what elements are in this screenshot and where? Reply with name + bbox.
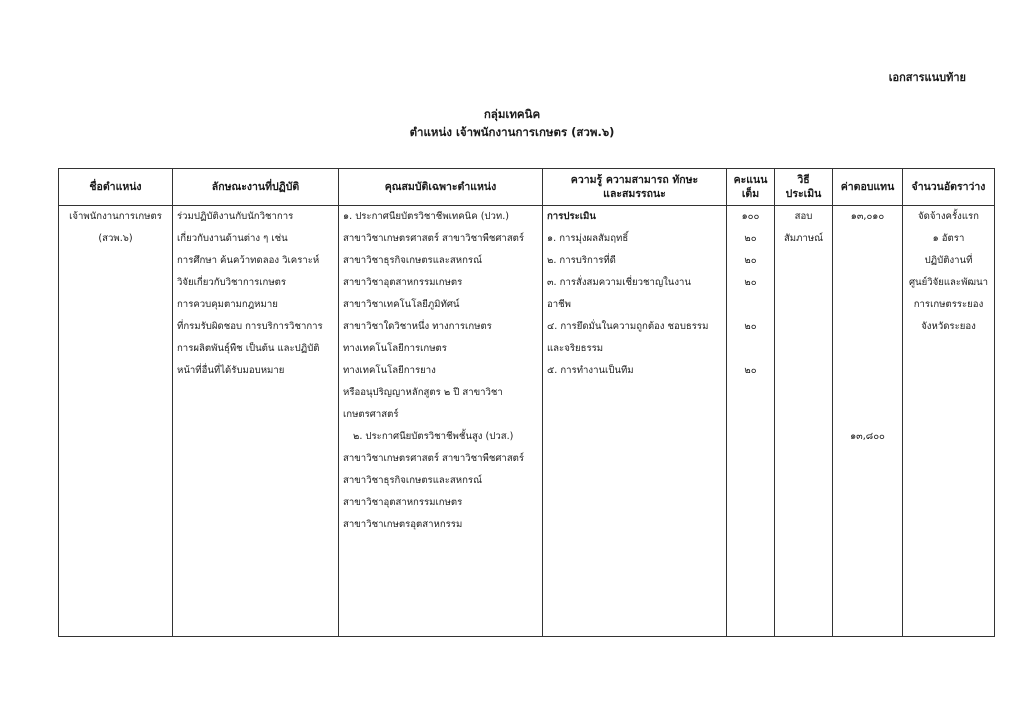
header-position-name: ชื่อตำแหน่ง	[59, 169, 173, 206]
header-competency	[543, 169, 727, 206]
qualification-line: หรืออนุปริญญาหลักสูตร ๒ ปี สาขาวิชา	[343, 387, 503, 398]
qualification-line: ทางเทคโนโลยีการยาง	[343, 365, 436, 376]
header-qualifications: คุณสมบัติเฉพาะตำแหน่ง	[339, 169, 543, 206]
header-vacancies: จำนวนอัตราว่าง	[903, 169, 995, 206]
position-name-line: เจ้าพนักงานการเกษตร	[69, 211, 162, 222]
qualification-line: สาขาวิชาเกษตรศาสตร์ สาขาวิชาพืชศาสตร์	[343, 453, 525, 464]
duties-line: ร่วมปฏิบัติงานกับนักวิชาการ	[177, 211, 294, 222]
salary-value-1: ๑๓,๐๑๐	[850, 211, 885, 222]
table-row	[59, 206, 995, 637]
competency-line: ๕. การทำงานเป็นทีม	[547, 365, 634, 376]
duties-line: การควบคุมตามกฎหมาย	[177, 299, 278, 310]
vacancy-line: ปฏิบัติงานที่	[924, 255, 973, 266]
qualification-line: ๒. ประกาศนียบัตรวิชาชีพชั้นสูง (ปวส.)	[353, 431, 514, 442]
header-method	[775, 169, 833, 206]
header-competency-line1: ความรู้ ความสามารถ ทักษะ	[570, 174, 699, 186]
competency-line: ๒. การบริการที่ดี	[547, 255, 616, 266]
score-value: ๒๐	[744, 365, 757, 376]
header-competency-line2: และสมรรถนะ	[603, 188, 666, 200]
qualification-line: สาขาวิชาเทคโนโลยีภูมิทัศน์	[343, 299, 460, 310]
header-score	[727, 169, 775, 206]
vacancy-line: จังหวัดระยอง	[921, 321, 976, 332]
group-title: กลุ่มเทคนิค	[483, 107, 541, 121]
qualification-line: สาขาวิชาอุตสาหกรรมเกษตร	[343, 277, 463, 288]
score-value: ๒๐	[744, 255, 757, 266]
header-score-line2: เต็ม	[741, 188, 760, 200]
qualification-line: ทางเทคโนโลยีการเกษตร	[343, 343, 447, 354]
qualification-line: ๑. ประกาศนียบัตรวิชาชีพเทคนิค (ปวท.)	[343, 211, 510, 222]
position-name-line: (สวพ.๖)	[98, 233, 133, 244]
cell-method	[775, 206, 833, 637]
score-value: ๒๐	[744, 277, 757, 288]
score-value: ๒๐	[744, 233, 757, 244]
duties-line: การผลิตพันธุ์พืช เป็นต้น และปฏิบัติ	[177, 343, 320, 354]
qualification-line: สาขาวิชาอุตสาหกรรมเกษตร	[343, 497, 463, 508]
vacancy-line: ๑ อัตรา	[932, 233, 965, 244]
cell-qualifications	[339, 206, 543, 637]
qualification-line: สาขาวิชาใดวิชาหนึ่ง ทางการเกษตร	[343, 321, 492, 332]
score-value	[727, 294, 774, 316]
qualification-line: สาขาวิชาเกษตรศาสตร์ สาขาวิชาพืชศาสตร์	[343, 233, 525, 244]
vacancy-line: ศูนย์วิจัยและพัฒนา	[908, 277, 989, 288]
header-score-line1: คะแนน	[733, 174, 768, 186]
header-method-line1: วิธี	[797, 174, 810, 186]
competency-heading: การประเมิน	[547, 211, 596, 222]
vacancy-line: การเกษตรระยอง	[913, 299, 984, 310]
position-table	[58, 168, 995, 637]
competency-line: และจริยธรรม	[547, 343, 604, 354]
qualification-line: สาขาวิชาธุรกิจเกษตรและสหกรณ์	[343, 255, 482, 266]
duties-line: เกี่ยวกับงานด้านต่าง ๆ เช่น	[177, 233, 288, 244]
cell-scores	[727, 206, 775, 637]
competency-line: ๑. การมุ่งผลสัมฤทธิ์	[547, 233, 629, 244]
method-line: สอบ	[794, 211, 813, 222]
salary-value-2: ๑๓,๘๐๐	[850, 431, 885, 442]
score-value	[727, 338, 774, 360]
duties-line: หน้าที่อื่นที่ได้รับมอบหมาย	[177, 365, 285, 376]
qualification-line: สาขาวิชาเกษตรอุตสาหกรรม	[343, 519, 463, 530]
score-value: ๒๐	[744, 321, 757, 332]
competency-line: ๔. การยึดมั่นในความถูกต้อง ชอบธรรม	[547, 321, 709, 332]
qualification-line: เกษตรศาสตร์	[343, 409, 399, 420]
qualification-line: สาขาวิชาธุรกิจเกษตรและสหกรณ์	[343, 475, 482, 486]
cell-salary	[833, 206, 903, 637]
duties-line: การศึกษา ค้นคว้าทดลอง วิเคราะห์	[177, 255, 320, 266]
duties-line: ที่กรมรับผิดชอบ การบริการวิชาการ	[177, 321, 323, 332]
cell-position-name	[59, 206, 173, 637]
table-header-row	[59, 169, 995, 206]
score-value: ๑๐๐	[741, 211, 760, 222]
competency-line: ๓. การสั่งสมความเชี่ยวชาญในงาน	[547, 277, 691, 288]
cell-competency	[543, 206, 727, 637]
annex-label: เอกสารแนบท้าย	[888, 71, 966, 84]
position-title: ตำแหน่ง เจ้าพนักงานการเกษตร (สวพ.๖)	[409, 125, 615, 139]
method-line: สัมภาษณ์	[783, 233, 824, 244]
cell-duties	[173, 206, 339, 637]
cell-vacancies	[903, 206, 995, 637]
competency-line: อาชีพ	[547, 299, 571, 310]
header-duties: ลักษณะงานที่ปฏิบัติ	[173, 169, 339, 206]
vacancy-line: จัดจ้างครั้งแรก	[918, 211, 979, 222]
duties-line: วิจัยเกี่ยวกับวิชาการเกษตร	[177, 277, 287, 288]
header-method-line2: ประเมิน	[785, 188, 822, 200]
header-salary: ค่าตอบแทน	[833, 169, 903, 206]
